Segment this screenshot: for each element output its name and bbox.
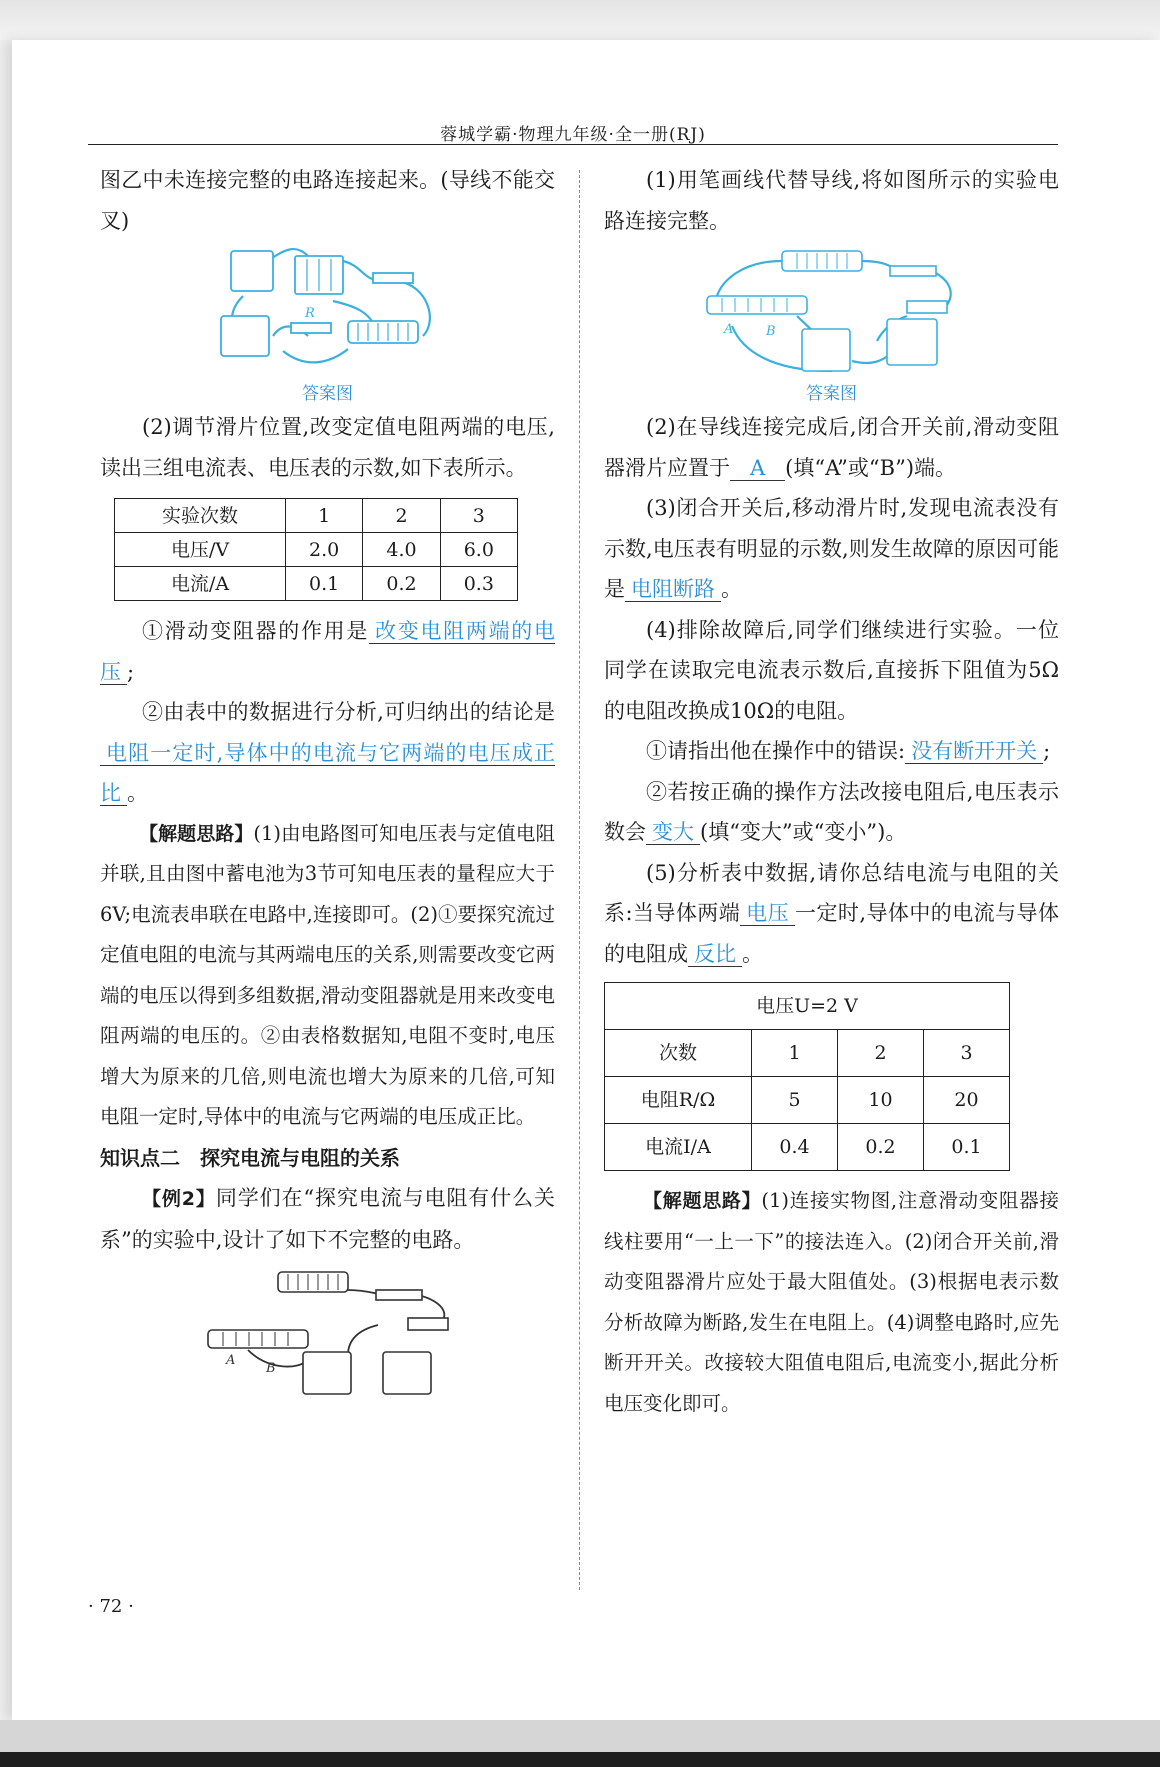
intro-text: 图乙中未连接完整的电路连接起来。(导线不能交叉) bbox=[100, 168, 555, 233]
table-cell: 0.4 bbox=[752, 1124, 838, 1171]
table-cell: 0.1 bbox=[286, 567, 363, 601]
table-cell: 0.2 bbox=[838, 1124, 924, 1171]
table-row bbox=[115, 499, 518, 533]
ammeter-icon bbox=[802, 329, 850, 371]
table-cell: 20 bbox=[924, 1077, 1010, 1124]
table-row bbox=[605, 1030, 1010, 1077]
table-cell: 电阻R/Ω bbox=[605, 1077, 752, 1124]
step-2-text: (2)调节滑片位置,改变定值电阻两端的电压,读出三组电流表、电压表的示数,如下表所示。 bbox=[100, 415, 555, 480]
question-1: ①滑动变阻器的作用是 改变电阻两端的电压 ; bbox=[100, 619, 556, 684]
table-cell: 4.0 bbox=[363, 533, 440, 567]
table-cell: 2 bbox=[838, 1030, 924, 1077]
solution-hint-left: 【解题思路】(1)由电路图可知电压表与定值电阻并联,且由图中蓄电池为3节可知电压表的量程应大于6V;电流表串联在电路中,连接即可。(2)①要探究流过定值电阻的电流与其两端电压的关系,则需要改变它两端的电压以得到多组数据,滑动变阻器就是用来改变电阻两端的电压的。②由表格数据知,电阻不变时,电压增大为原来的几倍,则电流也增大为原来的几倍,可知电阻一定时,导体中的电流与它两端的电压成正比。 bbox=[100, 821, 555, 1128]
table-cell: 10 bbox=[838, 1077, 924, 1124]
figure-caption-left: 答案图 bbox=[302, 384, 353, 404]
figure-caption-right: 答案图 bbox=[806, 384, 857, 404]
hint-label: 【解题思路】 bbox=[139, 822, 254, 845]
table-cell: 1 bbox=[286, 499, 363, 533]
hint-label: 【解题思路】 bbox=[643, 1190, 762, 1212]
column-divider bbox=[579, 170, 580, 1590]
section-title: 知识点二 探究电流与电阻的关系 bbox=[100, 1145, 400, 1170]
header-title: 蓉城学霸·物理九年级·全一册(RJ) bbox=[440, 125, 706, 145]
example-label: 【例2】 bbox=[142, 1188, 216, 1210]
answer-blank: 电压 bbox=[740, 901, 795, 926]
table-row bbox=[605, 1124, 1010, 1171]
terminal-label-a: A bbox=[723, 322, 733, 337]
question-2: ②由表中的数据进行分析,可归纳出的结论是电阻一定时,导体中的电流与它两端的电压成正比 。 bbox=[100, 700, 555, 805]
voltmeter-icon bbox=[383, 1352, 431, 1394]
scan-bottom-edge bbox=[0, 1752, 1160, 1767]
question-4b: ②若按正确的操作方法改接电阻后,电压表示数会 变大 (填“变大”或“变小”)。 bbox=[604, 779, 1059, 844]
table-cell: 5 bbox=[752, 1077, 838, 1124]
terminal-label-b: B bbox=[265, 1361, 276, 1376]
resistor-icon bbox=[782, 251, 862, 271]
left-column bbox=[100, 160, 555, 1400]
switch-icon bbox=[373, 273, 413, 283]
resistor-icon bbox=[291, 323, 331, 333]
table-cell: 0.3 bbox=[440, 567, 517, 601]
table-cell: 0.1 bbox=[924, 1124, 1010, 1171]
voltage-current-table bbox=[114, 498, 518, 601]
table-caption-cell: 电压U=2 V bbox=[605, 983, 1010, 1030]
resistor-label: R bbox=[304, 306, 315, 321]
table-row bbox=[605, 1077, 1010, 1124]
terminal-label-b: B bbox=[765, 324, 776, 339]
question-2-right: (2)在导线连接完成后,闭合开关前,滑动变阻器滑片应置于 A (填“A”或“B”)端。 bbox=[604, 415, 1059, 480]
answer-blank: 改变电阻两端的电压 bbox=[100, 619, 556, 684]
switch-icon bbox=[376, 1290, 422, 1300]
table-row bbox=[115, 533, 518, 567]
answer-circuit-figure-2 bbox=[702, 241, 962, 381]
page-header bbox=[88, 78, 1058, 148]
answer-circuit-figure-1 bbox=[213, 241, 443, 381]
table-row bbox=[115, 567, 518, 601]
switch-icon bbox=[890, 266, 936, 276]
table-cell: 1 bbox=[752, 1030, 838, 1077]
resistance-current-table bbox=[604, 982, 1010, 1171]
table-cell: 2.0 bbox=[286, 533, 363, 567]
answer-blank: 电阻一定时,导体中的电流与它两端的电压成正比 bbox=[100, 740, 555, 805]
table-cell: 6.0 bbox=[440, 533, 517, 567]
question-4-right: (4)排除故障后,同学们继续进行实验。一位同学在读取完电流表示数后,直接拆下阻值为5Ω的电阻改换成10Ω的电阻。 bbox=[604, 617, 1059, 723]
scan-top-edge bbox=[0, 0, 1160, 40]
experiment-circuit-figure bbox=[198, 1260, 458, 1400]
voltmeter-icon bbox=[221, 316, 269, 356]
table-cell: 次数 bbox=[605, 1030, 752, 1077]
table-cell: 实验次数 bbox=[115, 499, 286, 533]
table-cell: 3 bbox=[924, 1030, 1010, 1077]
right-column bbox=[604, 160, 1059, 1424]
question-3-right: (3)闭合开关后,移动滑片时,发现电流表没有示数,电压表有明显的示数,则发生故障的原因可能是 电阻断路 。 bbox=[604, 496, 1059, 601]
voltmeter-icon bbox=[887, 319, 937, 365]
answer-blank: 没有断开开关 bbox=[905, 739, 1043, 764]
resistor-icon bbox=[907, 301, 947, 313]
answer-blank: 反比 bbox=[688, 942, 742, 967]
question-1-right: (1)用笔画线代替导线,将如图所示的实验电路连接完整。 bbox=[604, 168, 1059, 233]
example-2: 【例2】同学们在“探究电流与电阻有什么关系”的实验中,设计了如下不完整的电路。 bbox=[100, 1186, 555, 1252]
table-cell: 3 bbox=[440, 499, 517, 533]
table-cell: 电流/A bbox=[115, 567, 286, 601]
table-cell: 电流I/A bbox=[605, 1124, 752, 1171]
ammeter-icon bbox=[303, 1352, 351, 1394]
answer-blank: 电阻断路 bbox=[625, 577, 721, 602]
question-5-right: (5)分析表中数据,请你总结电流与电阻的关系:当导体两端 电压 一定时,导体中的电流与导体的电阻成 反比 。 bbox=[604, 860, 1059, 966]
question-4a: ①请指出他在操作中的错误: 没有断开开关 ; bbox=[646, 739, 1051, 763]
solution-hint-right: 【解题思路】(1)连接实物图,注意滑动变阻器接线柱要用“一上一下”的接法连入。(2)闭合开关前,滑动变阻器滑片应处于最大阻值处。(3)根据电表示数分析故障为断路,发生在电阻上。(4)调整电路时,应先断开开关。改接较大阻值电阻后,电流变小,据此分析电压变化即可。 bbox=[604, 1189, 1059, 1415]
table-cell: 2 bbox=[363, 499, 440, 533]
terminal-label-a: A bbox=[225, 1353, 235, 1368]
page-number: · 72 · bbox=[88, 1596, 134, 1617]
answer-blank: 变大 bbox=[646, 820, 700, 845]
ammeter-icon bbox=[231, 251, 273, 291]
table-cell: 0.2 bbox=[363, 567, 440, 601]
resistor-icon bbox=[408, 1318, 448, 1330]
table-row bbox=[605, 983, 1010, 1030]
table-cell: 电压/V bbox=[115, 533, 286, 567]
answer-blank: A bbox=[730, 456, 785, 481]
header-rule bbox=[88, 144, 1058, 145]
